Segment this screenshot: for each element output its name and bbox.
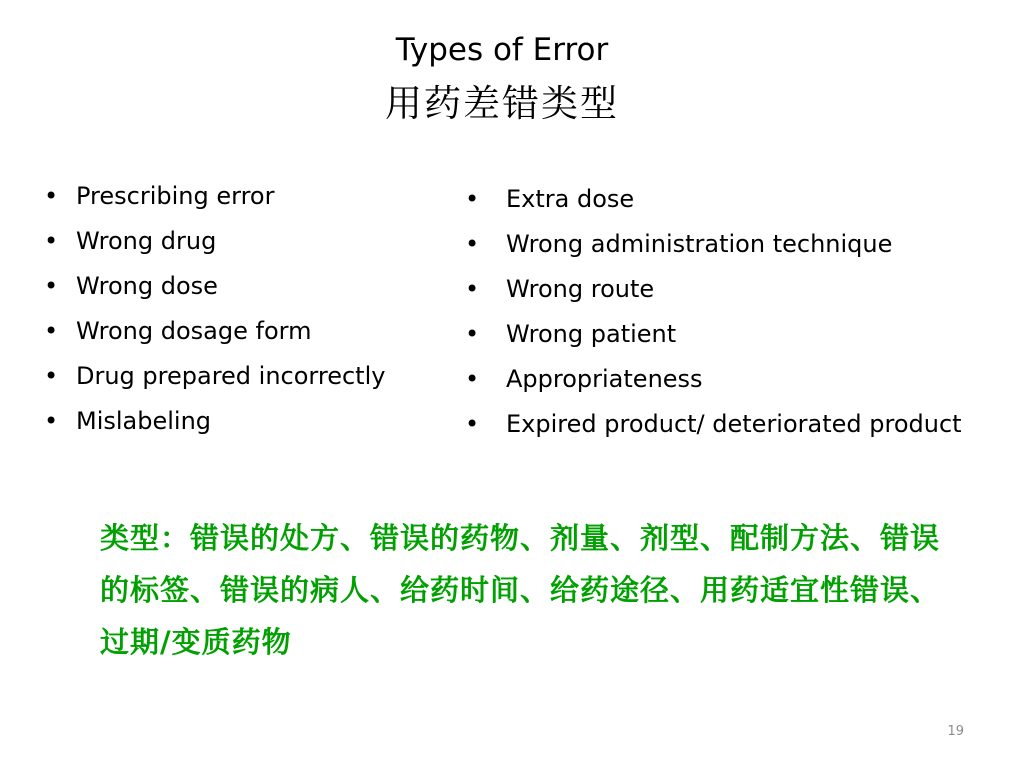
slide-title-chinese: 用药差错类型 — [385, 82, 619, 125]
bullet-icon: • — [44, 227, 59, 255]
list-item-text: Wrong dose — [76, 272, 218, 300]
list-item-text: Mislabeling — [76, 407, 212, 435]
list-item — [44, 271, 434, 316]
list-item — [465, 409, 1015, 454]
list-item-text: Expired product/ deteriorated product — [506, 410, 962, 438]
right-bullet-list — [465, 184, 1015, 454]
slide-title: Types of Error — [395, 32, 609, 68]
bullet-icon: • — [44, 182, 59, 210]
list-item — [44, 361, 434, 406]
list-item-text: Prescribing error — [76, 182, 275, 210]
bullet-icon: • — [465, 230, 480, 258]
bullet-icon: • — [465, 365, 480, 393]
list-item-text: Wrong route — [506, 275, 655, 303]
bullet-icon: • — [465, 185, 480, 213]
list-item — [465, 319, 1015, 364]
list-item-text: Extra dose — [506, 185, 635, 213]
list-item-text: Wrong administration technique — [506, 230, 893, 258]
list-item-text: Wrong drug — [76, 227, 217, 255]
list-item-text: Drug prepared incorrectly — [76, 362, 386, 390]
list-item — [465, 229, 1015, 274]
list-item — [44, 181, 434, 226]
list-item — [465, 274, 1015, 319]
list-item — [44, 226, 434, 271]
left-bullet-list — [44, 181, 434, 451]
list-item-text: Wrong dosage form — [76, 317, 312, 345]
list-item-text: Appropriateness — [506, 365, 703, 393]
list-item-text: Wrong patient — [506, 320, 677, 348]
bullet-icon: • — [44, 407, 59, 435]
list-item — [44, 316, 434, 361]
bullet-icon: • — [465, 410, 480, 438]
chinese-summary-note: 类型：错误的处方、错误的药物、剂量、剂型、配制方法、错误的标签、错误的病人、给药时间、给药途径、用药适宜性错误、过期/变质药物 — [100, 521, 941, 659]
list-item — [465, 184, 1015, 229]
bullet-icon: • — [44, 362, 59, 390]
bullet-icon: • — [44, 272, 59, 300]
page-number: 19 — [947, 724, 964, 739]
list-item — [44, 406, 434, 451]
bullet-icon: • — [465, 275, 480, 303]
bullet-icon: • — [44, 317, 59, 345]
list-item — [465, 364, 1015, 409]
bullet-icon: • — [465, 320, 480, 348]
